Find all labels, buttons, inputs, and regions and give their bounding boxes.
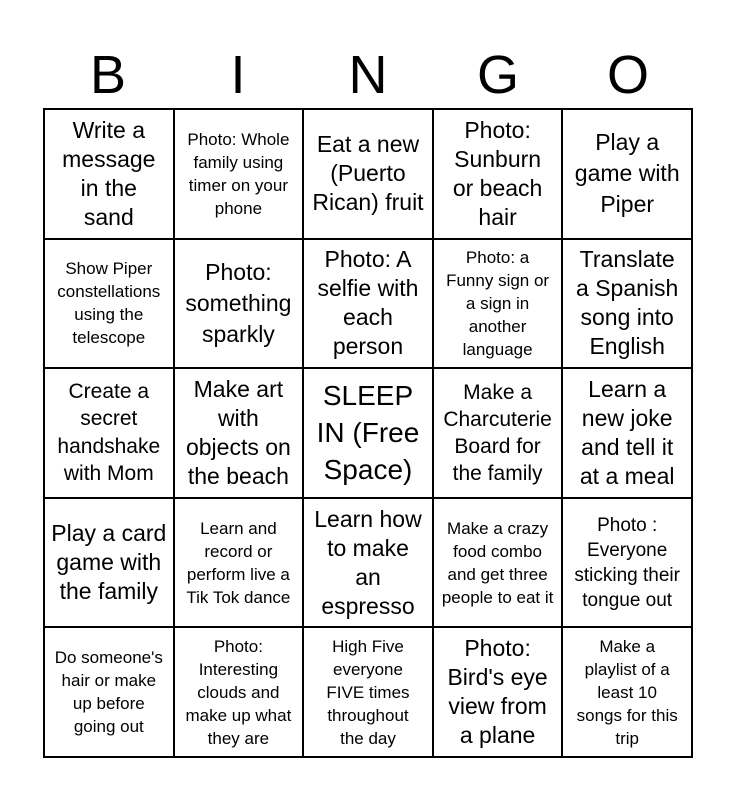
cell-text: Eat a new (Puerto Rican) fruit [312, 131, 424, 216]
bingo-cell[interactable] [44, 239, 174, 369]
cell-text: Learn how to make an espresso [314, 505, 422, 619]
cell-text: Photo: Interesting clouds and make up what they are [185, 636, 292, 748]
bingo-cell[interactable] [303, 109, 433, 239]
bingo-cell[interactable] [44, 627, 174, 757]
cell-text: Photo: a Funny sign or a sign in another language [446, 247, 550, 359]
cell-text: Photo: Sunburn or beach hair [452, 116, 543, 230]
bingo-cell[interactable] [562, 498, 692, 628]
bingo-cell[interactable] [174, 368, 304, 498]
header-letter-b: B [89, 45, 127, 105]
bingo-cell[interactable] [433, 239, 563, 369]
bingo-cell[interactable] [174, 627, 304, 757]
bingo-cell[interactable] [562, 368, 692, 498]
cell-text: Make a Charcuterie Board for the family [443, 380, 552, 485]
header-letter-i: I [230, 45, 246, 105]
bingo-cell[interactable] [303, 627, 433, 757]
header-letter-n: N [348, 45, 388, 105]
bingo-cell[interactable] [44, 368, 174, 498]
cell-text: Make a playlist of a least 10 songs for this trip [576, 636, 678, 748]
cell-text: Play a card game with the family [51, 520, 167, 605]
cell-text: Photo: Whole family using timer on your phone [187, 129, 290, 218]
bingo-card [43, 108, 693, 758]
free-space-text: SLEEP IN (Free Space) [316, 380, 420, 486]
bingo-header [43, 42, 693, 108]
bingo-cell[interactable] [44, 109, 174, 239]
bingo-cell[interactable] [433, 368, 563, 498]
cell-text: Make a crazy food combo and get three people to eat it [441, 518, 554, 607]
bingo-cell[interactable] [562, 627, 692, 757]
cell-text: Photo: A selfie with each person [317, 246, 419, 360]
header-letter-g: G [476, 45, 519, 105]
bingo-cell[interactable] [433, 627, 563, 757]
bingo-cell[interactable] [562, 239, 692, 369]
cell-text: Show Piper constellations using the telescope [57, 259, 161, 348]
bingo-cell[interactable] [174, 109, 304, 239]
cell-text: Photo: something sparkly [185, 258, 292, 347]
bingo-cell[interactable] [174, 239, 304, 369]
bingo-cell[interactable] [303, 498, 433, 628]
bingo-cell[interactable] [433, 109, 563, 239]
cell-text: Learn and record or perform live a Tik Tok dance [186, 518, 291, 607]
cell-text: Play a game with Piper [574, 129, 680, 218]
cell-text: Write a message in the sand [62, 116, 156, 230]
cell-text: Do someone's hair or make up before going out [54, 648, 163, 737]
bingo-cell[interactable] [433, 498, 563, 628]
cell-text: Translate a Spanish song into English [576, 246, 679, 360]
bingo-cell[interactable] [174, 498, 304, 628]
cell-text: Photo : Everyone sticking their tongue out [574, 514, 680, 611]
header-letter-o: O [606, 45, 649, 105]
cell-text: Create a secret handshake with Mom [57, 379, 161, 486]
bingo-cell[interactable] [44, 498, 174, 628]
cell-text: Make art with objects on the beach [185, 375, 291, 489]
cell-text: High Five everyone FIVE times throughout the day [326, 636, 410, 748]
free-space-cell[interactable] [303, 368, 433, 498]
cell-text: Learn a new joke and tell it at a meal [579, 375, 675, 489]
bingo-cell[interactable] [303, 239, 433, 369]
cell-text: Photo: Bird's eye view from a plane [447, 635, 548, 749]
bingo-cell[interactable] [562, 109, 692, 239]
